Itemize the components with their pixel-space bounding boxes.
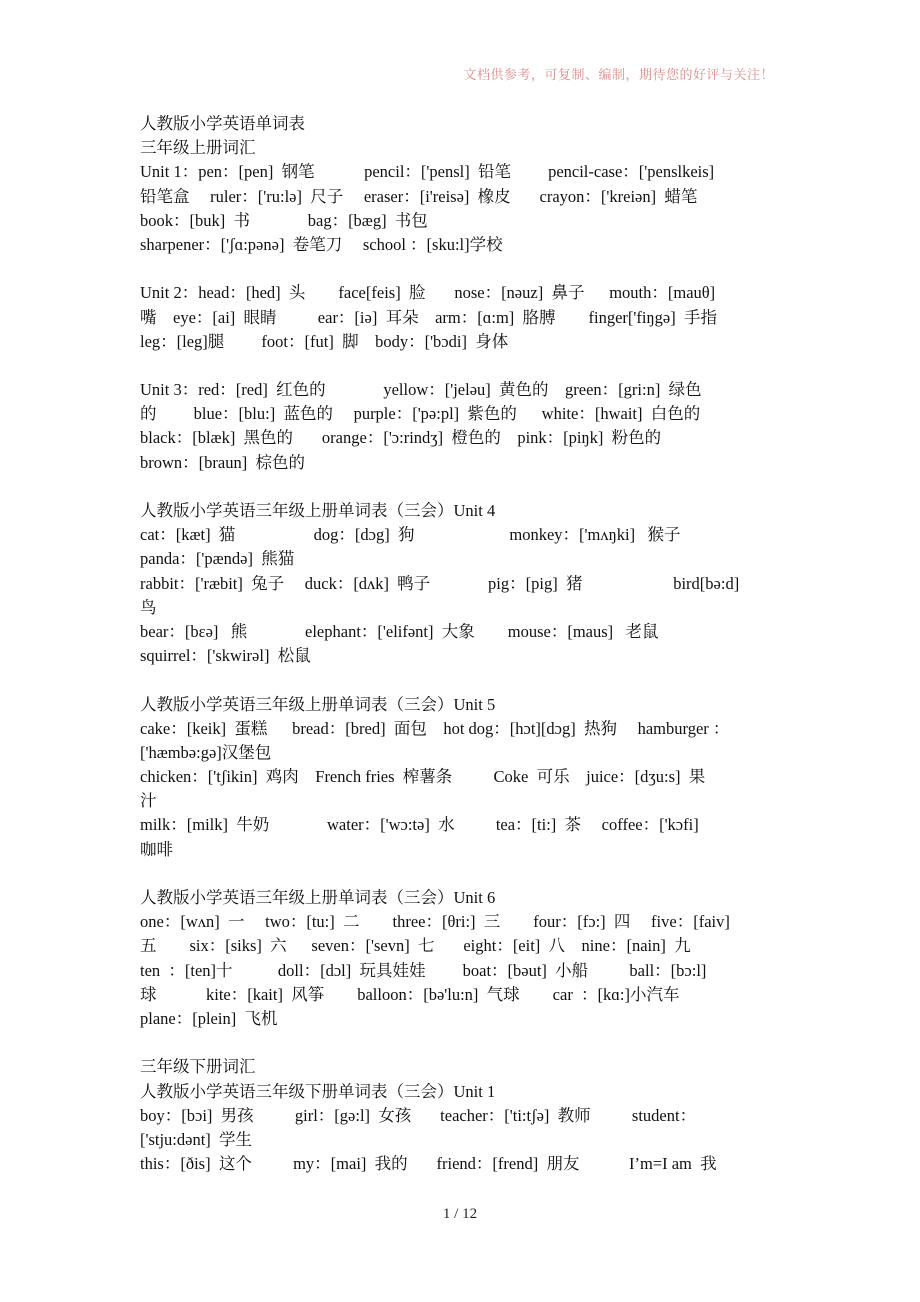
section-heading: 人教版小学英语三年级上册单词表（三会）Unit 6 [140,888,496,907]
page-number: 1 / 12 [442,1206,478,1222]
text-line: 铅笔盒 ruler：['ru:lə] 尺子 eraser：[i'reisə] 橡皮 crayon：['kreiən] 蜡笔 [140,186,698,206]
text-line: boy：[bɔi] 男孩 girl：[gə:l] 女孩 teacher：['ti:tʃə] 教师 student： [140,1105,697,1125]
text-line: 汁 [140,791,157,811]
text-line: 鸟 [140,597,157,617]
section-unit6 [140,886,800,1031]
text-line: Unit 1：pen：[pen] 钢笔 pencil：['pensl] 铅笔 pencil-case：['penslkeis] [140,162,715,182]
spacer [140,862,800,886]
text-line: 咖啡 [140,839,173,859]
text-line: ['stju:dənt] 学生 [140,1129,253,1149]
text-line: milk：[milk] 牛奶 water：['wɔ:tə] 水 tea：[ti:] 茶 coffee：['kɔfi] [140,815,699,835]
watermark-text: 文档供参考，可复制、编制，期待您的好评与关注！ [463,67,774,82]
text-line: 五 six：[siks] 六 seven：['sevn] 七 eight：[eit] 八 nine：[nain] 九 [140,936,691,956]
text-line: brown：[braun] 棕色的 [140,452,305,472]
text-line: black：[blæk] 黑色的 orange：['ɔ:rindʒ] 橙色的 pink：[piŋk] 粉色的 [140,428,662,448]
text-line: rabbit：['ræbit] 兔子 duck：[dʌk] 鸭子 pig：[pig] 猪 bird[bə:d] [140,573,740,593]
section-unit2 [140,281,800,354]
section-grade3-vol2-unit1 [140,1055,800,1176]
text-line: chicken：['tʃikin] 鸡肉 French fries 榨薯条 Coke 可乐 juice：[dʒu:s] 果 [140,767,706,787]
section-unit3 [140,378,800,475]
text-line: 嘴 eye：[ai] 眼睛 ear：[iə] 耳朵 arm：[ɑ:m] 胳膊 finger['fiŋgə] 手指 [140,307,717,327]
text-line: Unit 2：head：[hed] 头 face[feis] 脸 nose：[nəuz] 鼻子 mouth：[mauθ] [140,283,716,303]
spacer [140,257,800,281]
section-heading: 三年级上册词汇 [140,138,256,158]
section-unit4 [140,499,800,668]
section-heading: 人教版小学英语三年级上册单词表（三会）Unit 5 [140,694,496,714]
text-line: panda：['pændə] 熊猫 [140,549,295,569]
section-grade3-vol1-unit1 [140,112,800,257]
spacer [140,1031,800,1055]
text-line: ['hæmbə:gə]汉堡包 [140,742,272,762]
text-line: cake：[keik] 蛋糕 bread：[bred] 面包 hot dog：[hɔt][dɔg] 热狗 hamburger ： [140,718,730,738]
section-heading: 人教版小学英语三年级下册单词表（三会）Unit 1 [140,1081,496,1101]
spacer [140,668,800,692]
text-line: bear：[bɛə] 熊 elephant：['elifənt] 大象 mouse：[maus] 老鼠 [140,621,659,641]
text-line: sharpener：['ʃɑ:pənə] 卷笔刀 school ：[sku:l]学校 [140,234,503,254]
text-line: one：[wʌn] 一 two：[tu:] 二 three：[θri:] 三 four：[fɔ:] 四 five：[faiv] [140,912,730,932]
section-heading: 人教版小学英语三年级上册单词表（三会）Unit 4 [140,501,496,520]
text-line: Unit 3：red：[red] 红色的 yellow：['jeləu] 黄色的 green：[gri:n] 绿色 [140,380,702,400]
spacer [140,354,800,378]
text-line: leg：[leg]腿 foot：[fut] 脚 body：['bɔdi] 身体 [140,331,509,351]
text-line: ten ：[ten]十 doll：[dɔl] 玩具娃娃 boat：[bəut] 小船 ball：[bɔ:l] [140,960,707,980]
text-line: book：[buk] 书 bag：[bæg] 书包 [140,210,428,230]
text-line: plane：[plein] 飞机 [140,1008,278,1028]
spacer [140,475,800,499]
word-list-content [140,112,800,1176]
section-unit5 [140,693,800,862]
text-line: 球 kite：[kait] 风筝 balloon：[bə'lu:n] 气球 car ：[kɑ:]小汽车 [140,984,680,1004]
text-line: 的 blue：[blu:] 蓝色的 purple：['pə:pl] 紫色的 white：[hwait] 白色的 [140,404,701,424]
text-line: squirrel：['skwirəl] 松鼠 [140,646,311,666]
doc-title: 人教版小学英语单词表 [140,114,305,133]
section-heading: 三年级下册词汇 [140,1057,256,1077]
text-line: this：[ðis] 这个 my：[mai] 我的 friend：[frend] 朋友 I’m=I am 我 [140,1154,717,1174]
text-line: cat：[kæt] 猫 dog：[dɔg] 狗 monkey：['mʌŋki] 猴子 [140,525,681,545]
